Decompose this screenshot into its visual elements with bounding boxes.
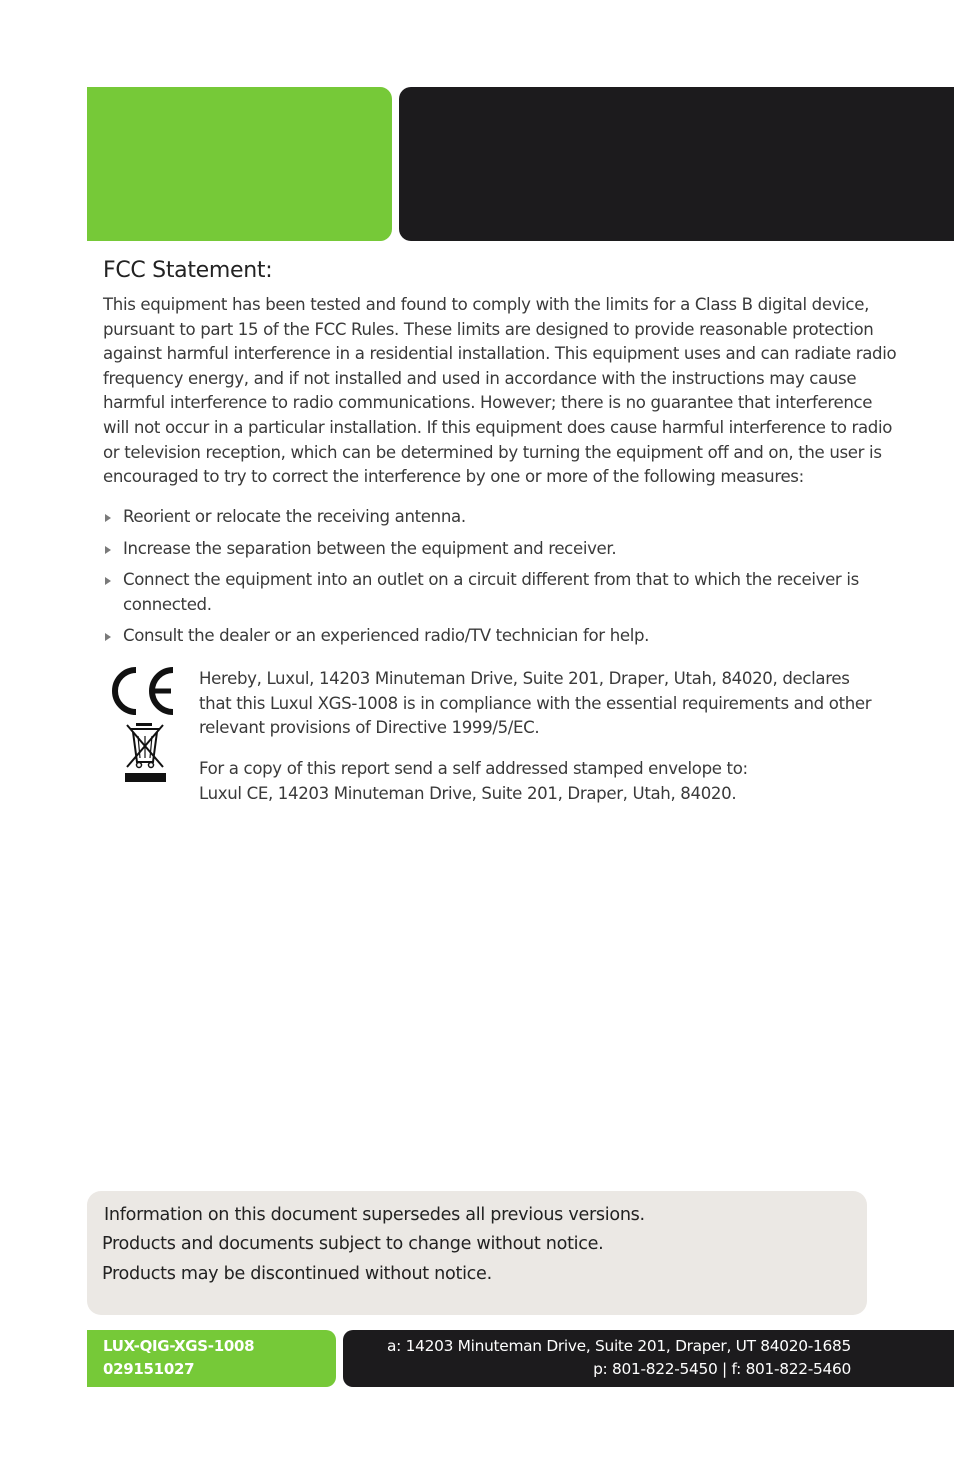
header-green-block xyxy=(87,87,392,241)
measures-list xyxy=(103,505,903,656)
triangle-bullet-icon xyxy=(105,633,111,641)
ce-mark-icon xyxy=(109,665,177,717)
notice-line-discontinued: Products may be discontinued without notice. xyxy=(102,1264,492,1284)
list-item xyxy=(103,537,903,562)
header-black-block xyxy=(399,87,954,241)
ce-declaration: Hereby, Luxul, 14203 Minuteman Drive, Suite 201, Draper, Utah, 84020, declares that this Luxul XGS-1008 is in compliance with the essential requirements and other relevant provisions of Directive 1999/5/EC. xyxy=(199,669,872,738)
measure-text: Consult the dealer or an experienced radio/TV technician for help. xyxy=(123,626,650,646)
footer-phone-fax: p: 801-822-5450 | f: 801-822-5460 xyxy=(593,1360,851,1378)
report-copy-line: For a copy of this report send a self addressed stamped envelope to: xyxy=(199,759,748,778)
triangle-bullet-icon xyxy=(105,514,111,522)
page-title: FCC Statement: xyxy=(103,258,273,283)
report-copy-address: Luxul CE, 14203 Minuteman Drive, Suite 201, Draper, Utah, 84020. xyxy=(199,783,737,803)
triangle-bullet-icon xyxy=(105,546,111,554)
notice-line-change: Products and documents subject to change without notice. xyxy=(102,1234,604,1254)
triangle-bullet-icon xyxy=(105,577,111,585)
measure-text: Reorient or relocate the receiving antenna. xyxy=(123,507,466,526)
list-item xyxy=(103,624,903,649)
doc-code: LUX-QIG-XGS-1008 xyxy=(103,1337,255,1355)
footer-doc-id xyxy=(87,1330,336,1387)
fcc-paragraph: This equipment has been tested and found to comply with the limits for a Class B digital device, pursuant to part 15 of the FCC Rules. These limits are designed to provide reasonable protection against harmful interference in a residential installation. This equipment uses and can radiate radio frequency energy, and if not installed and used in accordance with the instructions may cause harmful interference to radio communications. However; there is no guarantee that interference will not occur in a particular installation. If this equipment does cause harmful interference to radio or television reception, which can be determined by turning the equipment off and on, the user is encouraged to try to correct the interference by one or more of the following measures: xyxy=(103,295,897,487)
notice-line-supersedes: Information on this document supersedes all previous versions. xyxy=(104,1205,645,1225)
report-copy-info xyxy=(199,757,879,806)
measure-text: Connect the equipment into an outlet on a circuit different from that to which the receiver is connected. xyxy=(123,570,859,614)
doc-number: 029151027 xyxy=(103,1360,195,1378)
list-item xyxy=(103,505,903,530)
list-item xyxy=(103,568,903,617)
weee-crossed-bin-icon xyxy=(122,720,170,784)
footer-contact-block xyxy=(343,1330,954,1387)
measure-text: Increase the separation between the equipment and receiver. xyxy=(123,538,617,558)
footer-address: a: 14203 Minuteman Drive, Suite 201, Draper, UT 84020-1685 xyxy=(387,1337,851,1355)
